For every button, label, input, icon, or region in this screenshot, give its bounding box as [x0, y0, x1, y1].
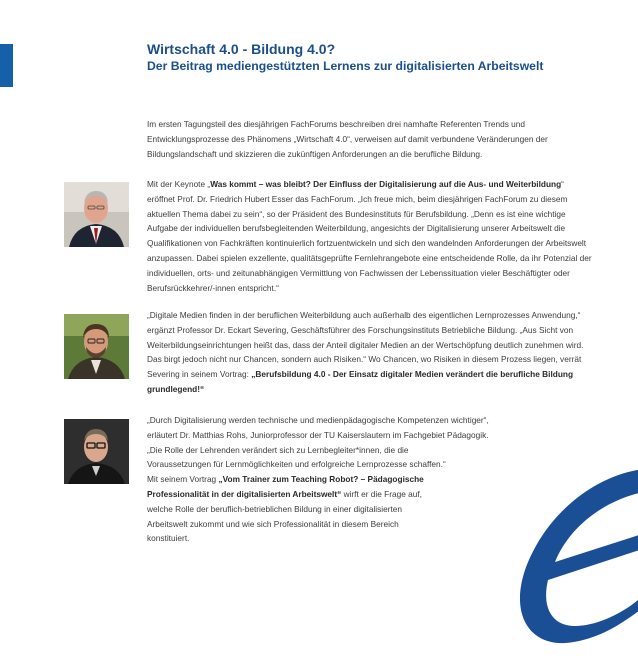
intro-paragraph [147, 117, 593, 161]
section-severing [147, 308, 593, 397]
rohs-line-8: Arbeitswelt zukommt und wie sich Professionalität in diesem Bereich [147, 518, 399, 529]
portrait-esser [64, 182, 129, 247]
page-subtitle: Der Beitrag mediengestützten Lernens zur digitalisierten Arbeitswelt [147, 59, 544, 73]
title-block [147, 41, 617, 74]
severing-talk-title: „Berufsbildung 4.0 - Der Einsatz digitaler Medien verändert die berufliche Bildung grundlegend!“ [147, 369, 574, 394]
rohs-line-2: erläutert Dr. Matthias Rohs, Juniorprofessor der TU Kaiserslautern im Fachgebiet Pädagogik. [147, 429, 489, 440]
rohs-line-3: „Die Rolle der Lehrenden verändert sich zu Lernbegleiter*innen, die die [147, 444, 409, 455]
rohs-line-1: „Durch Digitalisierung werden technische und medienpädagogische Kompetenzen wichtiger“, [147, 415, 489, 425]
accent-bar [0, 44, 13, 87]
keynote-pre: Mit der Keynote „ [147, 179, 211, 189]
keynote-post: “ eröffnet Prof. Dr. Friedrich Hubert Esser das FachForum. „Ich freue mich, beim diesjährigen FachForum zu diesem aktuellen Thema dabei zu sein“, so der Präsident des Bundesinstituts für Berufsbildung. „Denn es ist eine wichtige Aufgabe der individuellen berufsbegleitenden Weiterbildung, angesichts der Digitalisierung unserer Arbeitswelt die Qualifikationen von Fachkräften kontinuierlich fortzuentwickeln und sich den wandelnden Anforderungen der Arbeitswelt anzupassen. Dabei spielen exzellente, qualitätsgeprüfte Fernlehrangebote eine entscheidende Rolle, da ihr Potenzial der individuellen, orts- und zeitunabhängigen Vermittlung von Fachwissen der Lebenssituation vieler Beschäftigter oder Berufsrückkehrer/-innen entspricht.“ [147, 179, 592, 293]
rohs-line-7: welche Rolle der beruflich-betrieblichen Bildung in einer digitalisierten [147, 503, 403, 514]
brand-e-logo-icon [470, 430, 638, 660]
rohs-line-4: Voraussetzungen für Lernmöglichkeiten und erfolgreiche Lernprozesse schaffen.“ [147, 459, 446, 470]
rohs-line-9: konstituiert. [147, 533, 190, 544]
page-title: Wirtschaft 4.0 - Bildung 4.0? [147, 41, 336, 57]
keynote-title: Was kommt – was bleibt? Der Einfluss der Digitalisierung auf die Aus- und Weiterbildung [210, 179, 562, 189]
portrait-severing [64, 314, 129, 379]
intro-text: Im ersten Tagungsteil des diesjährigen FachForums beschreiben drei namhafte Referenten Trends und Entwicklungsprozesse des Phänomens „Wirtschaft 4.0“, verweisen auf damit verbundene Veränderungen der Bildungslandschaft und skizzieren die zukünftigen Anforderungen an die berufliche Bildung. [147, 119, 548, 159]
portrait-rohs [64, 419, 129, 484]
keynote-text [147, 177, 593, 295]
rohs-talk-title-b: Professionalität in der digitalisierten Arbeitswelt“ [147, 488, 342, 499]
rohs-pre: Mit seinem Vortrag [147, 474, 219, 485]
rohs-talk-title-a: „Vom Trainer zum Teaching Robot? – Pädagogische [218, 474, 424, 485]
severing-text [147, 308, 593, 397]
section-keynote [147, 177, 593, 295]
rohs-post: wirft er die Frage auf, [341, 488, 422, 499]
severing-pre: „Digitale Medien finden in der beruflichen Weiterbildung auch außerhalb des eigentlichen Lernprozesses Anwendung,“ ergänzt Professor Dr. Eckart Severing, Geschäftsführer des Forschungsinstituts Betriebliche Bildung. „Aus Sicht von Weiterbildungseinrichtungen heißt das, dass der Anteil digitaler Medien an der Wertschöpfung deutlich zunehmen wird. Das birgt jedoch nicht nur Chancen, sondern auch Risiken.“ Wo Chancen, wo Risiken in diesem Prozess liegen, verrät Severing in seinem Vortrag: [147, 310, 584, 380]
